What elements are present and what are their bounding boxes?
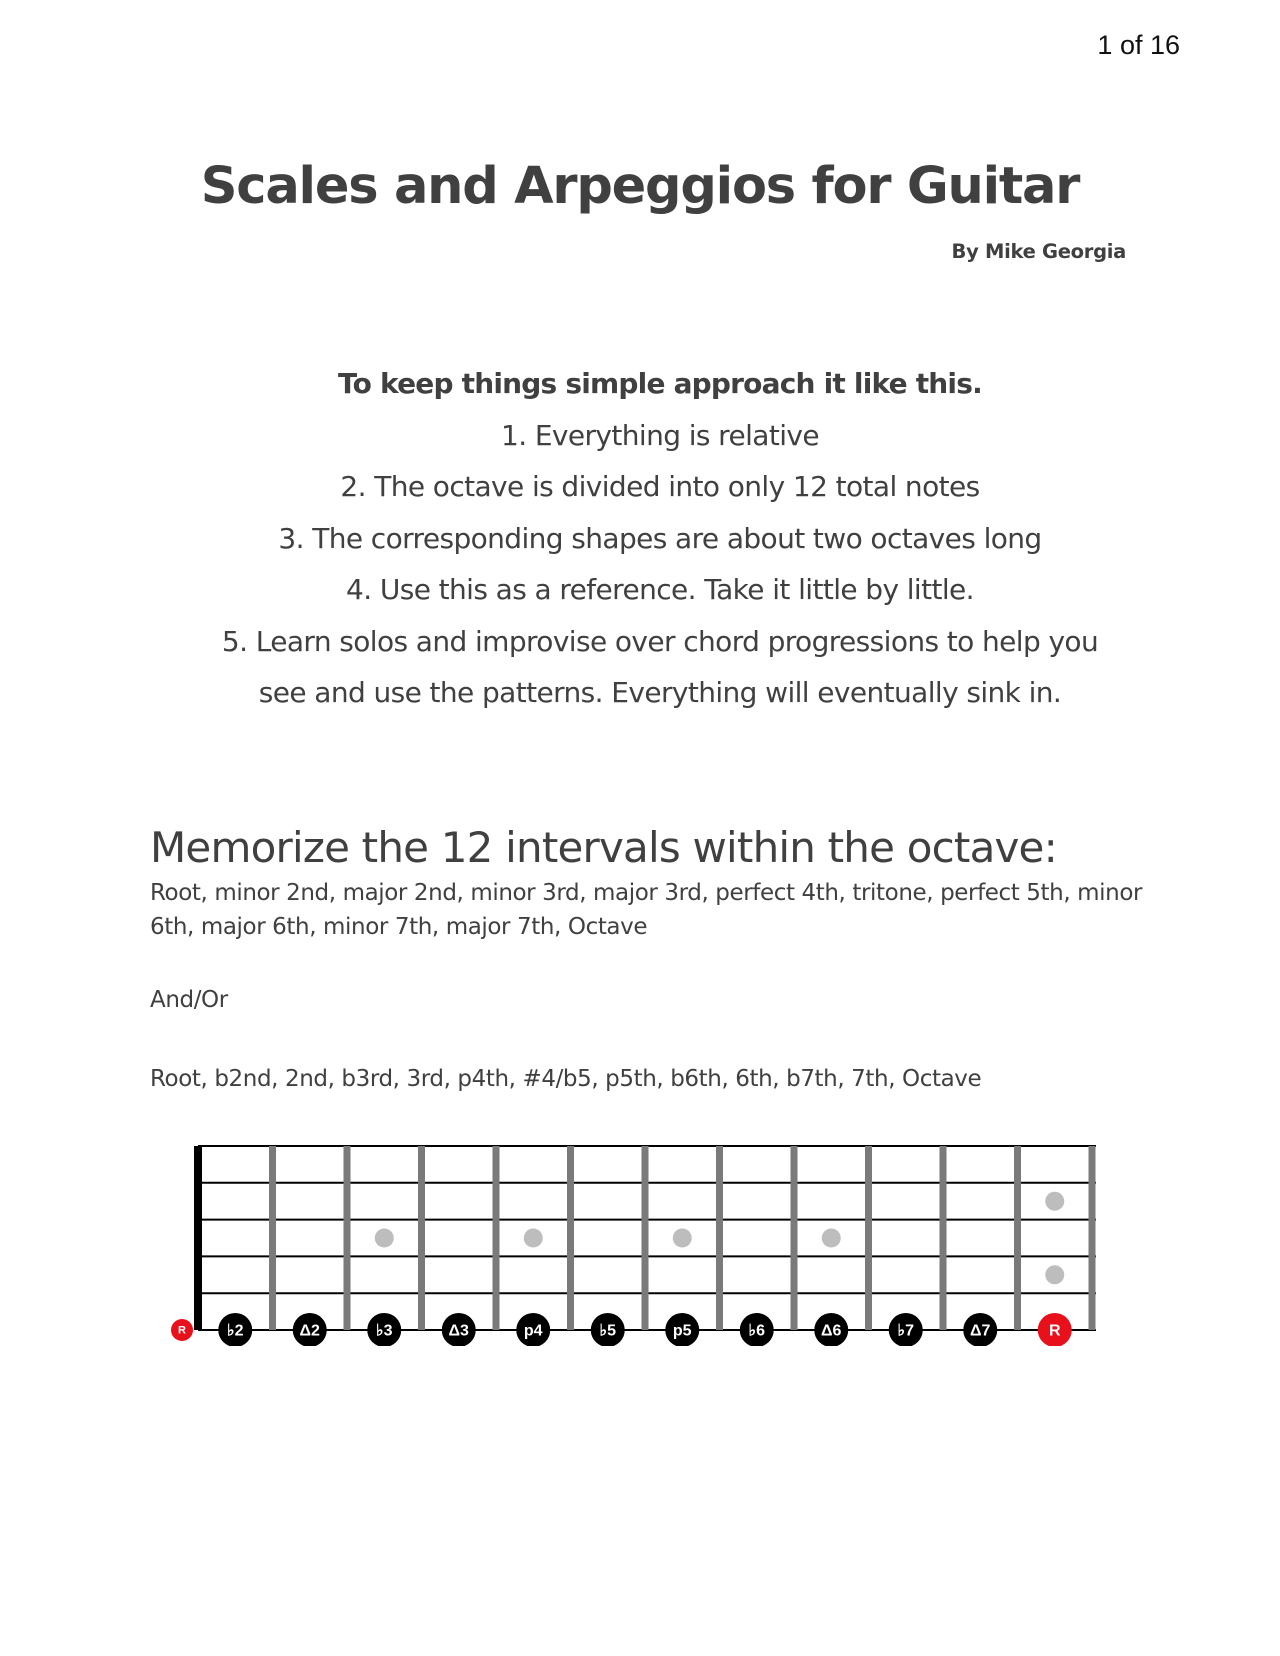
intervals-heading: Memorize the 12 intervals within the octave: <box>150 823 1057 872</box>
interval-dot-label: Δ7 <box>970 1322 991 1340</box>
fret-inlay <box>524 1229 543 1248</box>
fret-inlay <box>1045 1265 1064 1284</box>
page-indicator: 1 of 16 <box>1097 30 1180 60</box>
open-root-label: R <box>178 1324 186 1337</box>
and-or-separator: And/Or <box>150 987 228 1013</box>
tip-item-5: 5. Learn solos and improvise over chord progressions to help you see and use the patterns. Everything will eventually sink in. <box>221 624 1099 709</box>
interval-dot-label: ♭2 <box>227 1322 244 1340</box>
fret-inlay <box>375 1229 394 1248</box>
tips-lead: To keep things simple approach it like this. <box>338 367 982 400</box>
interval-dot-label: ♭5 <box>599 1322 616 1340</box>
tip-item-4: 4. Use this as a reference. Take it little by little. <box>346 573 974 606</box>
interval-dot-label: p5 <box>672 1322 692 1340</box>
author-byline: By Mike Georgia <box>951 240 1126 263</box>
interval-names: Root, minor 2nd, major 2nd, minor 3rd, major 3rd, perfect 4th, tritone, perfect 5th, minor 6th, major 6th, minor 7th, major 7th, Octave <box>150 880 1143 940</box>
interval-dot-label: R <box>1048 1322 1061 1340</box>
tip-item-1: 1. Everything is relative <box>501 418 819 452</box>
interval-dot-label: Δ2 <box>299 1322 320 1340</box>
interval-dot-label: Δ3 <box>448 1322 469 1340</box>
interval-dot-label: ♭6 <box>748 1322 765 1340</box>
interval-short-names: Root, b2nd, 2nd, b3rd, 3rd, p4th, #4/b5, p5th, b6th, 6th, b7th, 7th, Octave <box>150 1066 982 1092</box>
interval-dot-label: Δ6 <box>821 1322 842 1340</box>
fret-inlay <box>673 1229 692 1248</box>
fret-inlay <box>822 1229 841 1248</box>
fret-inlay <box>1045 1192 1064 1211</box>
tips-block <box>190 358 1130 719</box>
tip-item-2: 2. The octave is divided into only 12 total notes <box>340 470 980 503</box>
page-title: Scales and Arpeggios for Guitar <box>200 157 1080 216</box>
interval-dot-label: ♭3 <box>376 1322 393 1340</box>
fretboard-diagram <box>160 1136 1100 1346</box>
interval-dot-label: ♭7 <box>897 1322 914 1340</box>
tip-item-3: 3. The corresponding shapes are about two octaves long <box>278 521 1042 555</box>
interval-dot-label: p4 <box>523 1322 543 1340</box>
